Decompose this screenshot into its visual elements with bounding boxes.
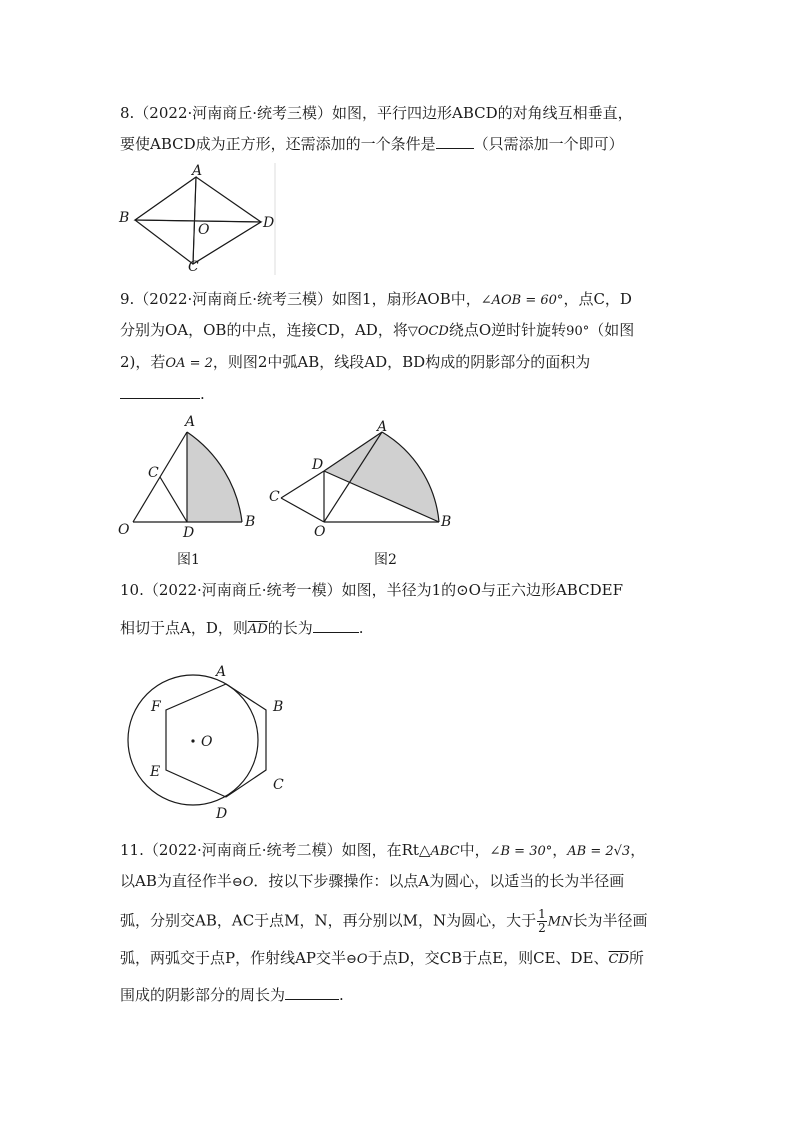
q11-fraction-half: [537, 908, 547, 935]
q11-fraction-numerator: 1: [538, 907, 546, 921]
q9-text: 绕点O逆时针旋转: [448, 321, 567, 339]
q8-line-1: 8.（2022·河南商丘·统考三模）如图，平行四边形ABCD的对角线互相垂直，: [120, 104, 633, 122]
q9-fig2-segment-cd: [281, 471, 324, 498]
q11-semicircle-o: ⊖O: [231, 875, 254, 890]
q11-text: .: [339, 986, 344, 1004]
q9-text: ，点C，D: [563, 290, 632, 308]
q9-fig1-label-c: C: [148, 465, 159, 481]
q10-circle-hexagon-diagram: [115, 655, 315, 825]
q9-text: 2)，若: [120, 353, 166, 371]
q10-line-2: [120, 618, 363, 640]
q9-text: 分别为OA，OB的中点，连接CD，AD，将: [120, 321, 408, 339]
q9-text: （如图: [589, 321, 635, 339]
q9-text: 9.（2022·河南商丘·统考三模）如图1，扇形AOB中，: [120, 290, 481, 308]
q10-center-point: [191, 739, 194, 742]
q10-line-1: 10.（2022·河南商丘·统考一模）如图，半径为1的⊙O与正六边形ABCDEF: [120, 581, 623, 599]
q8-label-b: B: [119, 210, 130, 226]
q10-text: .: [358, 619, 364, 637]
q10-text: 相切于点A，D，则: [120, 619, 248, 637]
q10-answer-blank: [313, 618, 359, 633]
q11-text: 于点D，交CB于点E，则CE、DE、: [367, 949, 609, 967]
q8-text: 要使ABCD成为正方形，还需添加的一个条件是: [120, 135, 436, 153]
q10-label-d: D: [216, 806, 228, 822]
q9-triangle-ocd: ▽OCD: [407, 324, 449, 339]
q8-line-2: [120, 134, 624, 154]
q11-mn: MN: [547, 914, 573, 930]
q9-fig1-caption: 图1: [177, 552, 200, 568]
q10-label-o: O: [201, 734, 213, 750]
q9-figure-2: [265, 412, 465, 572]
q9-line-1: [120, 289, 632, 311]
q9-rotation-angle: 90°: [566, 324, 590, 339]
q9-text: .: [200, 385, 205, 403]
q9-fig2-label-d: D: [312, 457, 324, 473]
q11-text: 所: [628, 949, 644, 967]
q9-fig2-segment-oc: [281, 498, 324, 522]
q11-line-3: [120, 908, 647, 935]
q8-answer-blank: [436, 134, 474, 149]
q9-line-2: [120, 320, 634, 342]
q11-semicircle-o: ⊖O: [346, 952, 368, 967]
q10-arc-ad: $\overline{AD}$: [247, 622, 268, 637]
q8-label-d: D: [263, 215, 275, 231]
q9-fig2-shaded-region: [324, 432, 439, 522]
q8-label-c: C: [188, 259, 199, 275]
q9-fig1-label-a: A: [185, 414, 196, 430]
q9-angle-formula: ∠AOB = 60°: [480, 293, 564, 308]
q11-text: 以AB为直径作半: [120, 872, 232, 890]
q9-fig2-label-o: O: [314, 524, 326, 540]
q9-text: ，则图2中弧AB，线段AD，BD构成的阴影部分的面积为: [212, 353, 591, 371]
q11-text: 弧，两弧交于点P，作射线AP交半: [120, 949, 347, 967]
q9-fig1-segment-cd: [160, 477, 187, 522]
q11-text: 围成的阴影部分的周长为: [120, 986, 286, 1004]
q11-text: ，: [552, 841, 568, 859]
q10-label-a: A: [216, 664, 227, 680]
q11-angle-b: ∠B = 30°: [489, 844, 553, 859]
q11-line-1: [120, 840, 645, 862]
q10-label-f: F: [151, 699, 161, 715]
q11-ab-length: AB = 2√3: [567, 844, 631, 859]
q9-line-4: [120, 384, 205, 404]
q9-line-3: [120, 352, 590, 374]
q11-answer-blank: [285, 985, 339, 1000]
q11-text: 中，: [459, 841, 490, 859]
q11-text: ．按以下步骤操作：以点A为圆心，以适当的长为半径画: [253, 872, 625, 890]
q10-text: 的长为: [267, 619, 313, 637]
q9-answer-blank: [120, 384, 200, 399]
q9-fig1-label-b: B: [245, 514, 256, 530]
q11-text: 长为半径画: [572, 911, 648, 930]
q8-text: （只需添加一个即可）: [473, 135, 624, 153]
q11-text: 11.（2022·河南商丘·统考二模）如图，在Rt△: [120, 841, 431, 859]
q11-fraction-denominator: 2: [538, 921, 546, 935]
q9-fig2-label-c: C: [269, 489, 280, 505]
q11-text: ，: [630, 841, 646, 859]
q9-fig1-label-d: D: [183, 525, 195, 541]
q9-fig1-shaded-region: [187, 432, 242, 522]
q11-text: 弧，分别交AB，AC于点M，N，再分别以M，N为圆心，大于: [120, 911, 537, 930]
q11-triangle-abc: ABC: [430, 844, 460, 859]
q9-figure-1: [115, 412, 265, 572]
q9-fig1-label-o: O: [118, 522, 130, 538]
q8-label-a: A: [192, 163, 203, 179]
q9-fig2-caption: 图2: [374, 552, 397, 568]
q11-line-2: [120, 871, 624, 893]
q9-fig2-label-b: B: [441, 514, 452, 530]
q10-label-e: E: [150, 764, 161, 780]
q11-line-4: [120, 948, 644, 970]
q10-label-b: B: [273, 699, 284, 715]
q8-rhombus-diagram: [115, 163, 285, 278]
q8-label-o: O: [198, 222, 210, 238]
q10-hexagon: [166, 684, 266, 797]
q9-fig2-label-a: A: [377, 419, 388, 435]
q11-arc-cd: $\overline{CD}$: [608, 952, 629, 967]
q11-line-5: [120, 985, 344, 1005]
q9-oa-formula: OA = 2: [165, 356, 213, 371]
q10-label-c: C: [273, 777, 284, 793]
